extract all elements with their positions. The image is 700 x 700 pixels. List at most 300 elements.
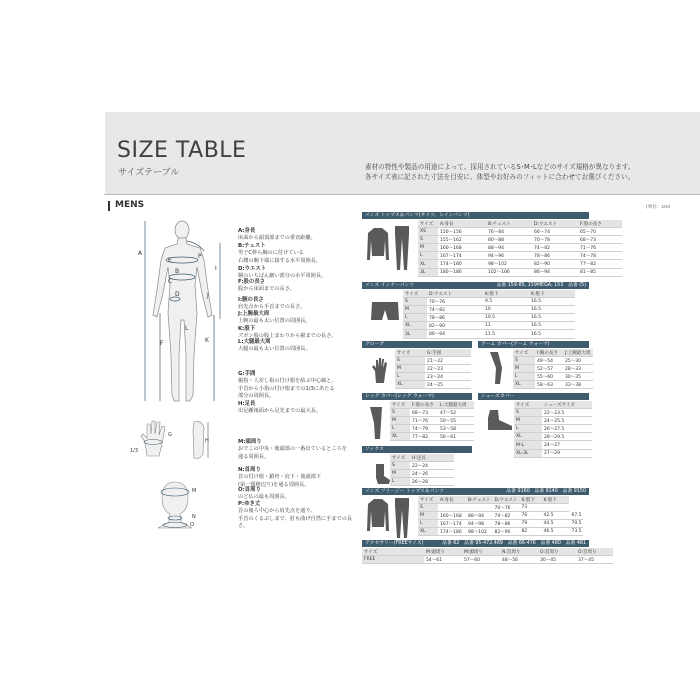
table-cell: 16.5 (529, 322, 575, 330)
long-sleeve-jersey-icon (366, 226, 390, 262)
table-cell: 11 (483, 322, 529, 330)
table-title-shoe (478, 393, 589, 400)
measurement-text: 上腕の最も太い位置の周囲長。 (238, 318, 311, 325)
table-cell: M (395, 365, 425, 373)
table-row (395, 365, 471, 373)
table-cell: L (403, 314, 427, 322)
label-G: G (168, 432, 172, 438)
table-row (403, 314, 575, 322)
arm-warmer-icon (486, 350, 506, 386)
table-row (514, 441, 592, 449)
table-header-cell: サイズ (403, 290, 427, 298)
table-title-text: シューズカバー (481, 394, 515, 399)
glove-icon (372, 357, 390, 385)
label-K: K (205, 337, 209, 344)
table-title-text: ソックス (365, 447, 384, 452)
table-row (390, 470, 454, 478)
table-title-text: メンズ インナーパンツ (365, 283, 415, 288)
table-cell: XL (390, 433, 410, 441)
table-cell: 22〜24 (410, 462, 454, 470)
table-row (514, 433, 592, 441)
measurement-text: おでこの中央・後頭部の一番出ているところを 通る周囲長。 (238, 446, 347, 460)
table-cell: 23〜24 (425, 373, 471, 381)
table-cell: 52〜57 (535, 365, 563, 373)
label-E: E (168, 257, 172, 264)
table-cell: 3L (403, 330, 427, 338)
table-cell: XS (418, 228, 438, 236)
section-divider (104, 194, 700, 208)
table-header-cell: L:大腿最大周 (438, 401, 474, 409)
table-cell: S (395, 357, 425, 365)
table-row (418, 512, 583, 520)
measurement-desc (238, 243, 358, 265)
table-cell: 79 (519, 520, 541, 528)
table-cell: S (390, 462, 410, 470)
measurement-title: N:首周り (238, 467, 261, 473)
table-row (514, 417, 592, 425)
size-table-arm (513, 349, 593, 389)
table-cell: M (403, 306, 427, 314)
table-cell: 27〜29 (542, 449, 592, 457)
table-cell: 74〜82 (427, 306, 483, 314)
measurement-text: 胴のいちばん細い部分の水平周囲長。 (238, 273, 327, 280)
table-cell: 88〜94 (486, 244, 532, 252)
table-cell: S (390, 409, 410, 417)
table-cell: FREE (362, 556, 424, 564)
measurement-title: P:ゆき丈 (238, 501, 261, 507)
table-header-cell: N:首周り (500, 548, 538, 556)
table-cell: M (514, 417, 542, 425)
table-cell: 180〜186 (438, 268, 486, 276)
table-cell: 82〜90 (427, 322, 483, 330)
table-row (390, 462, 454, 470)
table-title-text: レッグ カバー(レッグ ウォーマ) (365, 394, 434, 399)
table-header-cell: サイズ (390, 454, 410, 462)
table-cell: 16.5 (529, 306, 575, 314)
measurement-desc (238, 487, 358, 502)
table-row (418, 520, 583, 528)
table-cell: 68〜73 (410, 409, 438, 417)
table-cell: 74〜79 (410, 425, 438, 433)
table-title-text: メンズ フリージー トップス＆パンツ (365, 489, 445, 494)
table-cell: 155〜162 (438, 236, 486, 244)
table-cell: 102〜106 (486, 268, 532, 276)
table-cell: M (418, 512, 438, 520)
table-cell (438, 504, 466, 512)
table-cell: 78〜86 (532, 252, 578, 260)
table-cell: 71〜76 (578, 244, 622, 252)
table-cell: 28〜33 (563, 365, 593, 373)
table-title-text: グローブ (365, 342, 384, 347)
measurement-desc (238, 279, 358, 294)
table-cell: 150〜156 (438, 228, 486, 236)
table-cell: 26〜27.5 (542, 425, 592, 433)
label-D: D (175, 291, 180, 298)
table-header-cell: D:ウエスト (427, 290, 483, 298)
table-cell: 86〜94 (427, 330, 483, 338)
table-cell: L (395, 373, 425, 381)
table-header-cell: A:身長 (438, 220, 486, 228)
table-cell: 74〜82 (532, 244, 578, 252)
table-header-cell: B:チェスト (468, 497, 491, 503)
table-cell: L (390, 425, 410, 433)
size-table-shoe (514, 401, 592, 458)
table-header-cell: F:股の長さ (578, 220, 622, 228)
table-cell: 160〜168 (438, 244, 486, 252)
label-F: F (160, 340, 164, 347)
table-row (390, 417, 474, 425)
table-cell: 25〜30 (563, 357, 593, 365)
table-title-tops (362, 212, 589, 219)
table-header-row (403, 290, 575, 298)
leg-warmer-icon (368, 405, 388, 441)
sock-icon (372, 462, 392, 486)
table-cell: 77〜82 (410, 433, 438, 441)
measurement-text: 男子C幹ら胸のに付けている 右側の腕下端に接する水平周囲長。 (238, 250, 322, 264)
table-cell: M (390, 417, 410, 425)
table-cell: 71〜76 (410, 417, 438, 425)
table-row (403, 330, 575, 338)
table-header-cell: H:足長 (410, 454, 454, 462)
table-cell: XL (513, 381, 535, 389)
table-cell: 82〜90 (492, 528, 519, 536)
table-cell: XL (395, 381, 425, 389)
table-cell: 94〜98 (466, 520, 492, 528)
measurement-desc (238, 467, 358, 489)
table-header-row (418, 220, 622, 228)
table-cell: M-L (514, 441, 542, 449)
table-cell: 9.5 (483, 298, 529, 306)
measurement-text: 首の後ろ中心から肩先点を通り、 手首のくるぶしまで、肘も曲げ自然に手までの長さ。 (238, 508, 353, 529)
table-cell: 70〜78 (532, 236, 578, 244)
table-cell: 30〜35 (563, 373, 593, 381)
table-cell: 42.5 (541, 512, 569, 520)
table-cell: XL (418, 260, 438, 268)
tights-icon (393, 224, 411, 272)
table-cell: 70.5 (571, 521, 582, 527)
table-header-row (390, 454, 454, 462)
table-cell: 21〜22 (425, 357, 471, 365)
size-table-inner (403, 290, 575, 339)
table-row (514, 449, 592, 457)
table-cell: L (418, 252, 438, 260)
table-cell: 80〜88 (486, 236, 532, 244)
size-table-tops (418, 220, 622, 277)
label-B: B (175, 268, 180, 275)
table-cell (541, 504, 569, 512)
table-cell: 86〜94 (532, 268, 578, 276)
table-row (418, 252, 622, 260)
table-cell: 54〜61 (424, 556, 462, 564)
table-cell: 88〜94 (466, 512, 492, 520)
table-cell: 55〜60 (535, 373, 563, 381)
table-header-cell: K:股下 (483, 290, 529, 298)
table-cell: 24〜25 (425, 381, 471, 389)
table-cell: M (418, 244, 438, 252)
measurement-text: 床面から頭頂部までの垂直距離。 (238, 235, 316, 242)
table-title-text: アクセサリー(FREEサイズ) (365, 541, 424, 546)
table-title-socks (362, 446, 472, 453)
measurement-desc (238, 401, 358, 416)
table-cell: S (418, 504, 438, 512)
table-cell: 74〜78 (578, 252, 622, 260)
table-row (390, 425, 474, 433)
label-frac: 1/3 (130, 448, 139, 454)
table-cell: 76 (519, 512, 541, 520)
label-C: C (168, 278, 173, 285)
table-row (418, 268, 622, 276)
table-cell: 48〜56 (500, 556, 538, 564)
table-header-cell: サイズ (513, 349, 535, 357)
table-header-cell: K:股下 (519, 496, 541, 504)
table-row (418, 260, 622, 268)
table-title-text: メンズ トップス＆パンツ(タイツ、レインパンツ) (365, 213, 470, 218)
table-header-cell: D:ウエスト (532, 220, 578, 228)
table-cell: 160〜168 (438, 512, 466, 520)
table-header-cell: サイズ (390, 401, 410, 409)
table-header-row (418, 496, 583, 504)
measurement-desc (238, 501, 358, 530)
table-header-cell: A:身長 (438, 496, 466, 504)
table-header-cell: O:首周り (538, 548, 576, 556)
measurement-text: 首の付け根・鎖骨・肩下・後頭部下 (第一頸椎辺り)を通る周囲長。 (238, 474, 322, 488)
table-cell: 56〜61 (438, 433, 474, 441)
table-cell: 49〜54 (535, 357, 563, 365)
table-cell: 70〜76 (427, 298, 483, 306)
table-row (514, 409, 592, 417)
table-cell: 24〜26 (410, 470, 454, 478)
table-header-cell: D:ウエスト (494, 497, 518, 503)
table-row (390, 478, 454, 486)
table-header-cell: I:腕の長さ (535, 349, 563, 357)
table-cell: XL (403, 322, 427, 330)
table-row (362, 556, 613, 564)
table-cell: 174〜180 (438, 260, 486, 268)
table-cell: 28〜29.5 (542, 433, 592, 441)
size-table-gloves (395, 349, 471, 389)
label-H: H (205, 438, 209, 444)
table-title-accessory (362, 540, 589, 547)
measurement-text: 股から床面までの長さ。 (238, 286, 295, 293)
shoe-cover-icon (484, 408, 514, 432)
table-cell: 74〜82 (492, 512, 519, 520)
table-cell: 16.5 (529, 314, 575, 322)
label-J: J (207, 292, 209, 299)
table-title-text: アーム カバー(アーム ウォーマ) (481, 342, 550, 347)
page-title: SIZE TABLE (117, 138, 247, 163)
table-row (418, 504, 583, 512)
label-O: O (190, 522, 194, 528)
table-header-row (514, 401, 592, 409)
table-header-cell: B:チェスト (486, 220, 532, 228)
measurement-desc (238, 228, 358, 243)
table-header-cell: K:股下 (541, 496, 569, 504)
table-row (403, 298, 575, 306)
table-cell: L (514, 425, 542, 433)
table-cell: 22〜23.5 (542, 409, 592, 417)
measurement-desc (238, 371, 358, 400)
table-row (390, 409, 474, 417)
table-header-cell: M:頭周り (424, 548, 462, 556)
table-cell: 68〜73 (578, 236, 622, 244)
table-cell: 167〜174 (438, 252, 486, 260)
table-cell: S (418, 236, 438, 244)
table-cell: 73 (519, 504, 541, 512)
table-cell: 16.5 (529, 298, 575, 306)
table-cell: 81〜85 (578, 268, 622, 276)
section-label: MENS (115, 200, 145, 210)
label-M: M (192, 488, 197, 494)
table-title-inner (362, 282, 589, 289)
unit-label: (単位：cm) (646, 205, 671, 210)
table-cell: 44.5 (541, 520, 569, 528)
table-cell: 50〜55 (438, 417, 474, 425)
table-header-cell: M:頭周り (462, 548, 500, 556)
measurement-title: O:首周り (238, 487, 261, 493)
table-row (513, 373, 593, 381)
measurement-title: H:足長 (238, 401, 256, 407)
measurement-text: 親指・人差し指の付け根を結ぶ中心線と、 手首から小指の付け根までの1/3にあたる 部分の周囲長。 (238, 378, 337, 399)
inner-shorts-icon (370, 300, 400, 322)
table-row (395, 373, 471, 381)
table-cell: 78〜86 (427, 314, 483, 322)
table-cell: 65〜70 (578, 228, 622, 236)
table-cell: 94〜96 (486, 252, 532, 260)
table-cell: 10.5 (483, 314, 529, 322)
table-cell: 22〜23 (425, 365, 471, 373)
table-header-cell: F:股の長さ (410, 401, 438, 409)
measurement-text: 出足踵後面から足先までの最大長。 (238, 408, 322, 415)
measurement-desc (238, 439, 358, 461)
table-cell: 67.5 (571, 512, 582, 518)
measurement-title: A:身長 (238, 228, 256, 234)
table-cell: 98〜102 (466, 528, 492, 536)
table-header-cell: サイズ (514, 401, 542, 409)
table-cell: 82 (519, 528, 541, 536)
table-row (514, 425, 592, 433)
table-title-arm (478, 341, 589, 348)
table-cell: 73.5 (571, 529, 582, 535)
table-cell: 57〜60 (462, 556, 500, 564)
table-header-cell: J:上腕最大周 (563, 349, 593, 357)
table-cell: L (513, 373, 535, 381)
table-cell: 10 (483, 306, 529, 314)
table-row (513, 365, 593, 373)
table-cell: 78〜86 (492, 520, 519, 528)
table-cell: 70〜76 (492, 504, 519, 512)
fleece-jacket-icon (366, 497, 390, 533)
table-header-cell: サイズ (362, 548, 424, 556)
table-cell: 26〜28 (410, 478, 454, 486)
measurement-desc (238, 311, 358, 326)
size-table-fleece (418, 496, 583, 536)
measurement-text: のど仏の最も周囲長。 (238, 494, 290, 501)
label-A: A (138, 250, 143, 257)
table-cell: XL (418, 528, 438, 536)
table-row (395, 381, 471, 389)
table-cell: L (418, 520, 438, 528)
table-row (513, 357, 593, 365)
label-N: N (192, 514, 196, 520)
table-header-cell: シューズサイズ (542, 401, 592, 409)
size-table-leg (390, 401, 474, 441)
table-row (395, 357, 471, 365)
page-subtitle: サイズテーブル (118, 168, 180, 178)
header-desc-line2: 各サイズ表に記された寸法を目安に、体型やお好みのフィットに合わせてお選びください。 (365, 173, 635, 181)
table-cell: S (513, 357, 535, 365)
table-cell: XL-3L (514, 449, 542, 457)
measurement-title: G:手囲 (238, 371, 256, 377)
table-header-row (395, 349, 471, 357)
table-cell: 82〜90 (532, 260, 578, 268)
table-cell: 3L (418, 268, 438, 276)
table-cell: 11.5 (483, 330, 529, 338)
table-product-codes: 品番 9160 品番 9140 品番 9150 (506, 489, 586, 494)
label-P: P (198, 253, 202, 260)
table-cell: 98〜102 (486, 260, 532, 268)
table-product-codes: 品番 159-85, 159MEGA, 153 品番 (5) (496, 283, 586, 288)
table-row (513, 381, 593, 389)
section-marker (108, 201, 110, 211)
table-cell: 16.5 (529, 330, 575, 338)
table-header-cell: G:手囲 (425, 349, 471, 357)
table-cell: 24〜25.5 (542, 417, 592, 425)
measurement-text: 肩先点から手首までの長さ。 (238, 304, 306, 311)
measurement-title: K:股下 (238, 326, 256, 332)
table-title-fleece (362, 488, 589, 495)
table-cell: S (403, 298, 427, 306)
table-cell: M (390, 470, 410, 478)
table-row (390, 433, 474, 441)
table-cell: 58〜63 (535, 381, 563, 389)
table-cell: 33〜38 (563, 381, 593, 389)
table-cell: 53〜58 (438, 425, 474, 433)
table-row (403, 306, 575, 314)
table-cell: XL (514, 433, 542, 441)
measurement-desc (238, 297, 358, 312)
table-header-row (513, 349, 593, 357)
table-cell: M (513, 365, 535, 373)
table-cell: 37〜45 (576, 556, 613, 564)
table-header-cell: サイズ (395, 349, 425, 357)
table-product-codes: 品番 62 品番 95-472,489 品番 66-476 品番 480 品番 481 (442, 541, 586, 546)
fleece-pants-icon (393, 496, 411, 540)
table-cell: 174〜180 (438, 528, 466, 536)
table-cell: S (514, 409, 542, 417)
table-cell: 47〜52 (438, 409, 474, 417)
table-cell: 66〜74 (532, 228, 578, 236)
body-figure-icon (130, 215, 230, 410)
table-cell: 46.5 (541, 528, 569, 536)
table-header-row (390, 401, 474, 409)
table-cell: 76〜84 (486, 228, 532, 236)
table-header-cell: O:首周り (576, 548, 613, 556)
measurement-text: ズボン股の股上まわりから裾までの長さ。 (238, 333, 337, 340)
measurement-title: I:腕の長さ (238, 297, 264, 303)
table-cell (466, 504, 492, 512)
table-cell: 167〜174 (438, 520, 466, 528)
label-L: L (185, 325, 189, 332)
table-header-cell: K:股下 (529, 290, 575, 298)
table-row (418, 244, 622, 252)
measurement-title: D:ウエスト (238, 266, 267, 272)
table-row (418, 228, 622, 236)
table-title-gloves (362, 341, 472, 348)
table-title-leg (362, 393, 472, 400)
header-description (365, 162, 695, 182)
measurement-title: L:大腿最大周 (238, 339, 271, 345)
header-desc-line1: 素材の特性や製品の用途によって、採用されているS･M･Lなどのサイズ規格が異なります。 (365, 163, 635, 171)
